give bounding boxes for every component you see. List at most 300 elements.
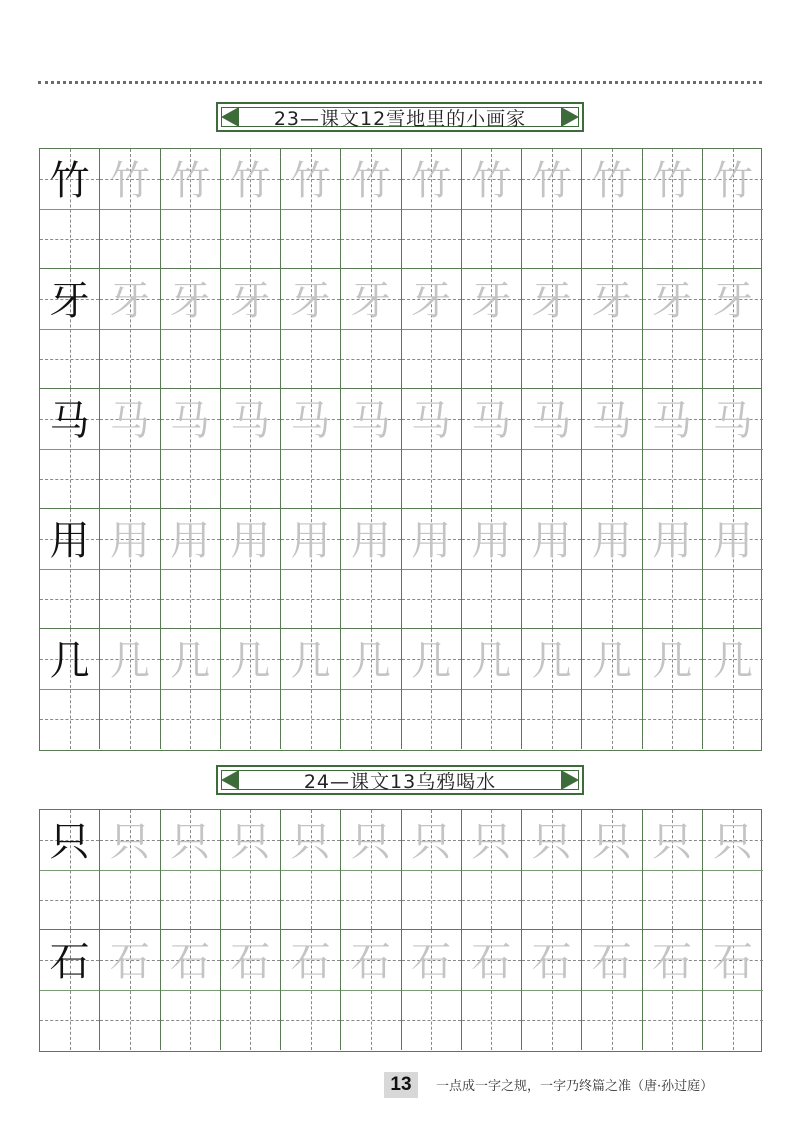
guide-line xyxy=(40,479,99,480)
guide-line xyxy=(582,449,641,450)
section-banner-1 xyxy=(216,102,584,132)
model-character-cell xyxy=(40,389,100,508)
trace-character-cell xyxy=(703,269,763,388)
trace-character: 牙 xyxy=(591,278,632,324)
trace-character: 只 xyxy=(290,819,331,865)
guide-line xyxy=(161,359,220,360)
trace-character: 牙 xyxy=(170,278,211,324)
guide-line xyxy=(402,359,461,360)
trace-character: 只 xyxy=(411,819,452,865)
guide-line xyxy=(643,359,702,360)
guide-line xyxy=(582,990,641,991)
trace-character: 牙 xyxy=(712,278,753,324)
trace-character-cell xyxy=(643,629,703,749)
guide-line xyxy=(643,479,702,480)
guide-line xyxy=(703,900,763,901)
banner-right-arrow-icon xyxy=(561,770,579,790)
guide-line xyxy=(643,239,702,240)
guide-line xyxy=(161,239,220,240)
trace-character: 竹 xyxy=(712,158,753,204)
trace-character: 石 xyxy=(531,939,572,985)
trace-character-cell xyxy=(643,509,703,628)
guide-line xyxy=(643,900,702,901)
trace-character: 几 xyxy=(411,638,452,684)
guide-line xyxy=(40,990,99,991)
guide-line xyxy=(402,479,461,480)
guide-line xyxy=(341,449,400,450)
guide-line xyxy=(582,209,641,210)
trace-character: 竹 xyxy=(652,158,693,204)
trace-character: 几 xyxy=(712,638,753,684)
guide-line xyxy=(40,1020,99,1021)
guide-line xyxy=(643,719,702,720)
guide-line xyxy=(161,1020,220,1021)
guide-line xyxy=(643,870,702,871)
guide-line xyxy=(281,479,340,480)
guide-line xyxy=(281,870,340,871)
trace-character: 马 xyxy=(230,398,271,444)
guide-line xyxy=(161,689,220,690)
guide-line xyxy=(221,719,280,720)
trace-character-cell xyxy=(402,389,462,508)
trace-character-cell xyxy=(100,509,160,628)
trace-character-cell xyxy=(100,930,160,1050)
trace-character: 石 xyxy=(591,939,632,985)
trace-character-cell xyxy=(100,269,160,388)
trace-character-cell xyxy=(522,149,582,268)
trace-character-cell xyxy=(402,930,462,1050)
practice-row xyxy=(40,389,761,509)
guide-line xyxy=(462,719,521,720)
guide-line xyxy=(221,359,280,360)
guide-line xyxy=(703,209,763,210)
guide-line xyxy=(221,479,280,480)
guide-line xyxy=(522,719,581,720)
trace-character-cell xyxy=(281,269,341,388)
trace-character-cell xyxy=(221,930,281,1050)
guide-line xyxy=(281,689,340,690)
trace-character-cell xyxy=(582,930,642,1050)
guide-line xyxy=(100,599,159,600)
trace-character: 用 xyxy=(290,518,331,564)
trace-character-cell xyxy=(643,930,703,1050)
trace-character-cell xyxy=(341,389,401,508)
trace-character: 马 xyxy=(170,398,211,444)
model-character: 石 xyxy=(49,939,90,985)
trace-character-cell xyxy=(341,509,401,628)
trace-character: 石 xyxy=(652,939,693,985)
trace-character-cell xyxy=(582,810,642,929)
trace-character: 几 xyxy=(652,638,693,684)
guide-line xyxy=(100,359,159,360)
guide-line xyxy=(100,870,159,871)
guide-line xyxy=(341,990,400,991)
guide-line xyxy=(643,329,702,330)
trace-character: 石 xyxy=(350,939,391,985)
trace-character: 用 xyxy=(170,518,211,564)
guide-line xyxy=(522,239,581,240)
trace-character: 用 xyxy=(230,518,271,564)
guide-line xyxy=(40,719,99,720)
guide-line xyxy=(281,359,340,360)
trace-character-cell xyxy=(341,930,401,1050)
trace-character: 马 xyxy=(290,398,331,444)
trace-character: 石 xyxy=(411,939,452,985)
trace-character: 牙 xyxy=(652,278,693,324)
banner-right-arrow-icon xyxy=(561,107,579,127)
practice-grid-section-2 xyxy=(39,809,762,1052)
guide-line xyxy=(100,1020,159,1021)
trace-character: 几 xyxy=(471,638,512,684)
guide-line xyxy=(402,900,461,901)
trace-character: 用 xyxy=(411,518,452,564)
trace-character: 马 xyxy=(591,398,632,444)
guide-line xyxy=(40,870,99,871)
trace-character: 只 xyxy=(109,819,150,865)
guide-line xyxy=(402,990,461,991)
guide-line xyxy=(522,870,581,871)
guide-line xyxy=(462,449,521,450)
guide-line xyxy=(341,599,400,600)
trace-character: 几 xyxy=(531,638,572,684)
practice-row xyxy=(40,149,761,269)
guide-line xyxy=(643,599,702,600)
trace-character-cell xyxy=(522,930,582,1050)
guide-line xyxy=(462,239,521,240)
trace-character-cell xyxy=(462,509,522,628)
guide-line xyxy=(341,719,400,720)
trace-character: 几 xyxy=(170,638,211,684)
guide-line xyxy=(462,1020,521,1021)
guide-line xyxy=(522,599,581,600)
trace-character: 石 xyxy=(230,939,271,985)
practice-row xyxy=(40,509,761,629)
guide-line xyxy=(221,900,280,901)
guide-line xyxy=(100,569,159,570)
guide-line xyxy=(582,239,641,240)
guide-line xyxy=(402,1020,461,1021)
trace-character: 只 xyxy=(591,819,632,865)
guide-line xyxy=(462,569,521,570)
guide-line xyxy=(221,569,280,570)
trace-character-cell xyxy=(462,930,522,1050)
trace-character: 石 xyxy=(170,939,211,985)
trace-character: 只 xyxy=(471,819,512,865)
trace-character-cell xyxy=(402,269,462,388)
guide-line xyxy=(161,329,220,330)
trace-character-cell xyxy=(221,509,281,628)
guide-line xyxy=(582,359,641,360)
trace-character: 竹 xyxy=(411,158,452,204)
guide-line xyxy=(402,239,461,240)
trace-character: 竹 xyxy=(350,158,391,204)
trace-character-cell xyxy=(522,389,582,508)
section-banner-2 xyxy=(216,765,584,795)
trace-character-cell xyxy=(221,629,281,749)
trace-character: 几 xyxy=(350,638,391,684)
guide-line xyxy=(703,599,763,600)
trace-character-cell xyxy=(643,810,703,929)
trace-character-cell xyxy=(643,269,703,388)
guide-line xyxy=(221,209,280,210)
trace-character-cell xyxy=(281,810,341,929)
guide-line xyxy=(281,990,340,991)
guide-line xyxy=(582,900,641,901)
guide-line xyxy=(161,599,220,600)
model-character-cell xyxy=(40,149,100,268)
trace-character: 竹 xyxy=(230,158,271,204)
trace-character-cell xyxy=(402,629,462,749)
trace-character: 只 xyxy=(170,819,211,865)
trace-character-cell xyxy=(522,509,582,628)
trace-character: 几 xyxy=(109,638,150,684)
guide-line xyxy=(462,359,521,360)
trace-character-cell xyxy=(703,930,763,1050)
guide-line xyxy=(40,599,99,600)
trace-character: 竹 xyxy=(290,158,331,204)
trace-character-cell xyxy=(522,810,582,929)
guide-line xyxy=(462,870,521,871)
trace-character-cell xyxy=(643,149,703,268)
trace-character-cell xyxy=(402,149,462,268)
trace-character-cell xyxy=(281,629,341,749)
trace-character-cell xyxy=(462,389,522,508)
guide-line xyxy=(703,239,763,240)
guide-line xyxy=(402,449,461,450)
trace-character-cell xyxy=(582,629,642,749)
trace-character: 牙 xyxy=(411,278,452,324)
guide-line xyxy=(643,209,702,210)
guide-line xyxy=(161,870,220,871)
guide-line xyxy=(40,900,99,901)
trace-character: 用 xyxy=(109,518,150,564)
practice-grid-section-1 xyxy=(39,148,762,751)
guide-line xyxy=(341,870,400,871)
trace-character: 只 xyxy=(230,819,271,865)
guide-line xyxy=(221,599,280,600)
guide-line xyxy=(100,900,159,901)
guide-line xyxy=(402,599,461,600)
trace-character: 用 xyxy=(350,518,391,564)
trace-character-cell xyxy=(341,269,401,388)
guide-line xyxy=(341,1020,400,1021)
guide-line xyxy=(341,239,400,240)
trace-character: 马 xyxy=(712,398,753,444)
trace-character-cell xyxy=(643,389,703,508)
trace-character: 用 xyxy=(712,518,753,564)
guide-line xyxy=(703,1020,763,1021)
guide-line xyxy=(582,599,641,600)
trace-character-cell xyxy=(161,629,221,749)
guide-line xyxy=(522,569,581,570)
trace-character-cell xyxy=(582,269,642,388)
guide-line xyxy=(703,719,763,720)
guide-line xyxy=(522,449,581,450)
trace-character: 马 xyxy=(652,398,693,444)
trace-character: 石 xyxy=(109,939,150,985)
trace-character: 马 xyxy=(350,398,391,444)
trace-character: 马 xyxy=(109,398,150,444)
guide-line xyxy=(643,990,702,991)
guide-line xyxy=(221,329,280,330)
guide-line xyxy=(281,329,340,330)
trace-character-cell xyxy=(703,810,763,929)
banner-left-arrow-icon xyxy=(221,107,239,127)
top-dotted-divider xyxy=(38,81,762,84)
guide-line xyxy=(100,449,159,450)
guide-line xyxy=(522,990,581,991)
trace-character-cell xyxy=(100,629,160,749)
practice-row xyxy=(40,930,761,1050)
trace-character: 用 xyxy=(652,518,693,564)
section-title: 24—课文13乌鸦喝水 xyxy=(303,770,497,793)
guide-line xyxy=(582,329,641,330)
guide-line xyxy=(643,689,702,690)
trace-character: 只 xyxy=(531,819,572,865)
model-character: 竹 xyxy=(49,158,90,204)
guide-line xyxy=(703,689,763,690)
guide-line xyxy=(402,209,461,210)
guide-line xyxy=(341,900,400,901)
guide-line xyxy=(221,449,280,450)
guide-line xyxy=(643,449,702,450)
guide-line xyxy=(221,689,280,690)
guide-line xyxy=(462,209,521,210)
guide-line xyxy=(522,1020,581,1021)
trace-character-cell xyxy=(522,269,582,388)
guide-line xyxy=(341,479,400,480)
trace-character-cell xyxy=(281,149,341,268)
guide-line xyxy=(221,870,280,871)
guide-line xyxy=(703,449,763,450)
trace-character: 用 xyxy=(531,518,572,564)
guide-line xyxy=(100,239,159,240)
trace-character-cell xyxy=(100,149,160,268)
guide-line xyxy=(281,599,340,600)
guide-line xyxy=(281,569,340,570)
trace-character: 只 xyxy=(652,819,693,865)
trace-character-cell xyxy=(402,509,462,628)
guide-line xyxy=(522,900,581,901)
guide-line xyxy=(161,479,220,480)
trace-character: 竹 xyxy=(591,158,632,204)
guide-line xyxy=(341,689,400,690)
guide-line xyxy=(462,900,521,901)
model-character: 用 xyxy=(49,518,90,564)
trace-character: 竹 xyxy=(531,158,572,204)
guide-line xyxy=(281,449,340,450)
trace-character-cell xyxy=(161,149,221,268)
trace-character-cell xyxy=(221,269,281,388)
trace-character: 几 xyxy=(290,638,331,684)
guide-line xyxy=(462,479,521,480)
guide-line xyxy=(100,209,159,210)
trace-character-cell xyxy=(341,629,401,749)
page-number: 13 xyxy=(384,1072,418,1098)
guide-line xyxy=(522,479,581,480)
guide-line xyxy=(402,870,461,871)
trace-character-cell xyxy=(522,629,582,749)
guide-line xyxy=(703,990,763,991)
guide-line xyxy=(462,990,521,991)
guide-line xyxy=(703,479,763,480)
guide-line xyxy=(582,689,641,690)
guide-line xyxy=(462,599,521,600)
guide-line xyxy=(522,689,581,690)
guide-line xyxy=(161,990,220,991)
trace-character: 马 xyxy=(531,398,572,444)
trace-character: 马 xyxy=(411,398,452,444)
trace-character-cell xyxy=(161,509,221,628)
guide-line xyxy=(582,479,641,480)
model-character: 几 xyxy=(49,638,90,684)
guide-line xyxy=(100,719,159,720)
guide-line xyxy=(582,719,641,720)
guide-line xyxy=(522,359,581,360)
trace-character-cell xyxy=(582,149,642,268)
guide-line xyxy=(40,209,99,210)
practice-row xyxy=(40,810,761,930)
model-character-cell xyxy=(40,509,100,628)
trace-character-cell xyxy=(221,810,281,929)
guide-line xyxy=(703,569,763,570)
guide-line xyxy=(100,329,159,330)
trace-character: 石 xyxy=(712,939,753,985)
guide-line xyxy=(341,329,400,330)
trace-character-cell xyxy=(161,810,221,929)
guide-line xyxy=(341,359,400,360)
trace-character-cell xyxy=(402,810,462,929)
trace-character: 牙 xyxy=(290,278,331,324)
trace-character: 几 xyxy=(230,638,271,684)
trace-character: 竹 xyxy=(170,158,211,204)
trace-character-cell xyxy=(703,509,763,628)
footer-quote: 一点成一字之规，一字乃终篇之准（唐·孙过庭） xyxy=(436,1079,714,1094)
guide-line xyxy=(40,449,99,450)
trace-character: 牙 xyxy=(471,278,512,324)
guide-line xyxy=(161,449,220,450)
guide-line xyxy=(40,359,99,360)
guide-line xyxy=(161,209,220,210)
trace-character-cell xyxy=(703,389,763,508)
trace-character-cell xyxy=(221,149,281,268)
guide-line xyxy=(161,569,220,570)
guide-line xyxy=(703,329,763,330)
trace-character: 竹 xyxy=(109,158,150,204)
guide-line xyxy=(161,719,220,720)
model-character: 只 xyxy=(49,819,90,865)
trace-character: 牙 xyxy=(230,278,271,324)
model-character-cell xyxy=(40,810,100,929)
model-character-cell xyxy=(40,269,100,388)
guide-line xyxy=(221,990,280,991)
guide-line xyxy=(281,239,340,240)
guide-line xyxy=(40,329,99,330)
trace-character-cell xyxy=(161,930,221,1050)
guide-line xyxy=(40,239,99,240)
practice-row xyxy=(40,269,761,389)
trace-character: 只 xyxy=(350,819,391,865)
trace-character: 牙 xyxy=(531,278,572,324)
trace-character: 用 xyxy=(591,518,632,564)
trace-character: 石 xyxy=(471,939,512,985)
trace-character-cell xyxy=(281,509,341,628)
guide-line xyxy=(462,689,521,690)
practice-row xyxy=(40,629,761,749)
trace-character-cell xyxy=(100,389,160,508)
banner-left-arrow-icon xyxy=(221,770,239,790)
guide-line xyxy=(582,569,641,570)
